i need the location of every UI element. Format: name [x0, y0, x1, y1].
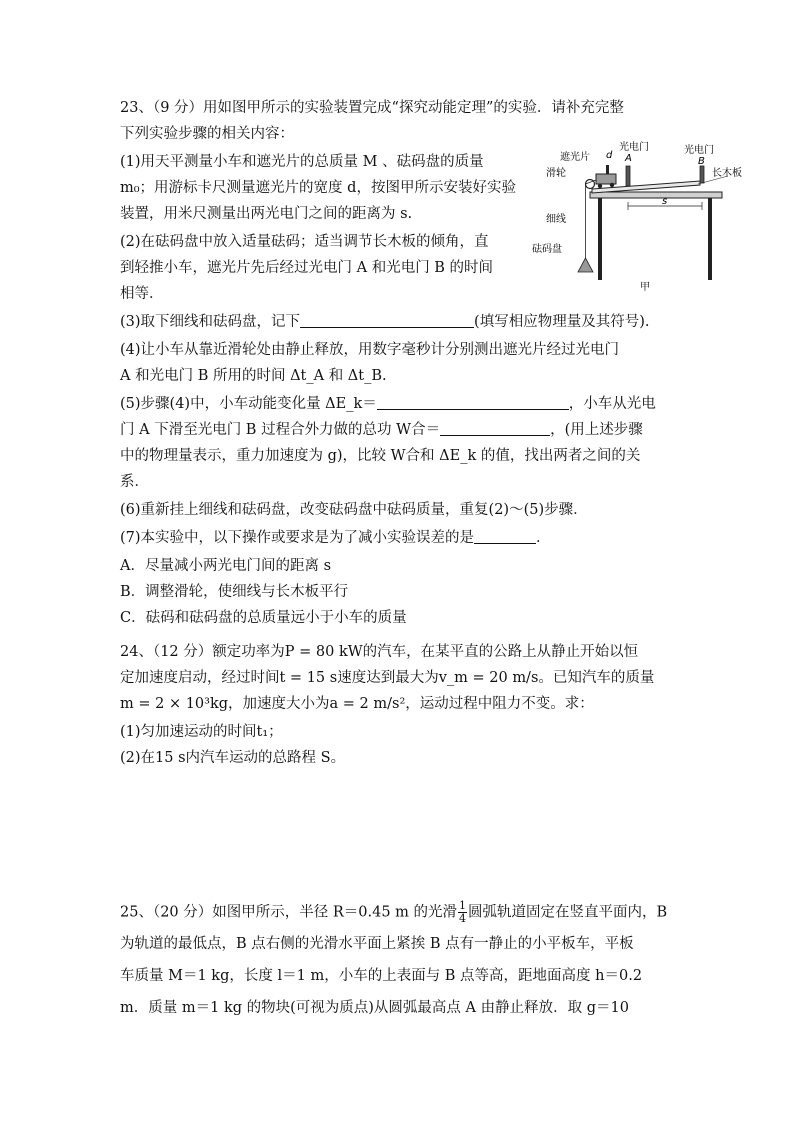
q24-line3: m = 2 × 10³kg，加速度大小为a = 2 m/s²，运动过程中阻力不变。求：	[120, 696, 594, 712]
cart-wheel-icon	[610, 183, 614, 187]
q24-line1: 24、（12 分）额定功率为P = 80 kW的汽车，在某平直的公路上从静止开始以恒	[120, 644, 639, 660]
label-shading-flag: 遮光片	[560, 152, 590, 163]
q23-option-b: B．调整滑轮，使细线与长木板平行	[120, 584, 349, 600]
label-pulley: 滑轮	[546, 168, 566, 179]
figure-caption: 甲	[640, 282, 650, 293]
q23-step5-text1: (5)步骤(4)中，小车动能变化量 ΔE_k＝	[120, 396, 377, 412]
q23-step5-line1	[120, 394, 656, 414]
label-a: A	[625, 153, 632, 164]
q23-step5-line3: 中的物理量表示，重力加速度为 g)，比较 W合和 ΔE_k 的值，找出两者之间的关	[120, 448, 641, 464]
shading-flag	[606, 165, 609, 174]
label-photogate-2: 光电门	[684, 145, 714, 156]
q23-step3-blank	[300, 313, 474, 328]
experiment-figure	[528, 140, 768, 300]
q23-step4-line2: A 和光电门 B 所用的时间 Δt_A 和 Δt_B.	[120, 368, 387, 384]
q23-intro-line1: 23、（9 分）用如图甲所示的实验装置完成“探究动能定理”的实验．请补充完整	[120, 100, 624, 116]
q24-part2: (2)在15 s内汽车运动的总路程 S。	[120, 750, 346, 766]
q23-step7-text: (7)本实验中，以下操作或要求是为了减小实验误差的是	[120, 530, 475, 546]
label-weight-pan: 砝码盘	[532, 244, 562, 255]
q25-line4: m．质量 m＝1 kg 的物块(可视为质点)从圆弧最高点 A 由静止释放．取 g＝10	[120, 1000, 629, 1016]
weight-pan-icon	[578, 258, 593, 272]
q23-option-a: A．尽量减小两光电门间的距离 s	[120, 558, 332, 574]
q23-step7-end: ．	[536, 530, 551, 546]
fraction-numerator: 1	[459, 899, 467, 912]
quarter-fraction	[458, 900, 467, 925]
cart	[596, 174, 616, 184]
q23-step2-line1: (2)在砝码盘中放入适量砝码；适当调节长木板的倾角，直	[120, 234, 489, 250]
q25-line3: 车质量 M＝1 kg，长度 l＝1 m，小车的上表面与 B 点等高，距地面高度 h＝0.2	[120, 968, 643, 984]
fraction-denominator: 4	[459, 912, 467, 925]
q25-line1-text: 25、（20 分）如图甲所示，半径 R＝0.45 m 的光滑	[120, 904, 458, 921]
cart-wheel-icon	[598, 184, 602, 188]
q25-line1	[120, 900, 667, 925]
q23-step5-text3: 门 A 下滑至光电门 B 过程合外力做的总功 W合＝	[120, 422, 441, 438]
label-long-board: 长木板	[712, 168, 742, 179]
q23-step1-line3: 装置，用米尺测量出两光电门之间的距离为 s.	[120, 206, 413, 222]
photogate-a-icon	[626, 166, 630, 186]
q23-step3-text: (3)取下细线和砝码盘，记下	[120, 314, 301, 330]
q23-step6: (6)重新挂上细线和砝码盘，改变砝码盘中砝码质量，重复(2)～(5)步骤．	[120, 502, 588, 518]
q23-step5-text2: ，小车从光电	[568, 396, 656, 412]
q23-step2-line2: 到轻推小车，遮光片先后经过光电门 A 和光电门 B 的时间	[120, 260, 494, 276]
table-top	[590, 192, 722, 198]
q25-line2: 为轨道的最低点，B 点右侧的光滑水平面上紧挨 B 点有一静止的小平板车，平板	[120, 936, 634, 952]
q23-step4-line1: (4)让小车从靠近滑轮处由静止释放，用数字毫秒计分别测出遮光片经过光电门	[120, 342, 620, 358]
q23-intro-line2: 下列实验步骤的相关内容：	[120, 126, 294, 142]
q24-line2: 定加速度启动，经过时间t = 15 s速度达到最大为v_m = 20 m/s。已知汽车的质量	[120, 670, 655, 686]
q23-step5-blank-w	[440, 421, 550, 436]
photogate-b-icon	[700, 166, 704, 183]
q23-step2-line3: 相等．	[120, 286, 164, 302]
q23-step1-line2: m₀；用游标卡尺测量遮光片的宽度 d，按图甲所示安装好实验	[120, 180, 516, 196]
label-photogate-1: 光电门	[619, 142, 649, 153]
q23-option-c: C．砝码和砝码盘的总质量远小于小车的质量	[120, 610, 407, 626]
q23-step7-blank	[474, 529, 536, 544]
label-string: 细线	[546, 214, 566, 225]
label-d: d	[606, 150, 613, 161]
q23-step5-line2	[120, 420, 643, 440]
q23-step7	[120, 528, 551, 548]
q23-step3-note: (填写相应物理量及其符号).	[474, 314, 650, 330]
q25-line1-rest: 圆弧轨道固定在竖直平面内，B	[468, 904, 668, 921]
q23-step3	[120, 312, 649, 332]
q23-step5-text4: ，(用上述步骤	[550, 422, 643, 438]
q23-step5-blank-ek	[377, 395, 569, 410]
q24-part1: (1)匀加速运动的时间t₁；	[120, 724, 283, 740]
label-b: B	[698, 156, 705, 167]
q23-step1-line1: (1)用天平测量小车和遮光片的总质量 M 、砝码盘的质量	[120, 154, 484, 170]
label-s: s	[662, 196, 668, 207]
q23-step5-line4: 系．	[120, 474, 149, 490]
